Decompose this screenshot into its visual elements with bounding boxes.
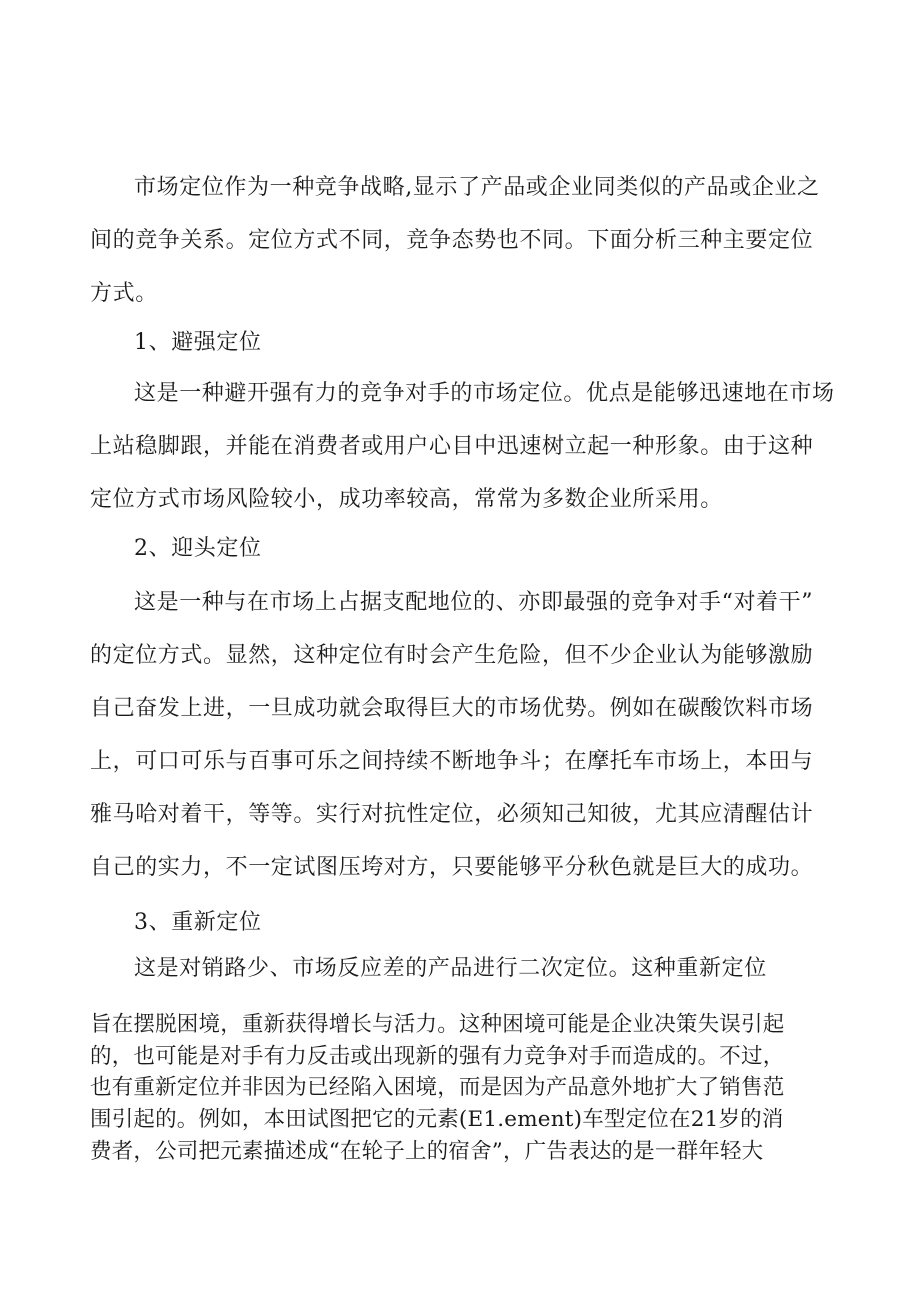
paragraph-head-on-line-6: 自己的实力，不一定试图压垮对方，只要能够平分秋色就是巨大的成功。 [90,855,814,880]
paragraph-head-on-line-5: 雅马哈对着干，等等。实行对抗性定位，必须知己知彼，尤其应清醒估计 [90,802,814,827]
section-heading-repositioning: 3、重新定位 [134,910,262,935]
section-heading-avoid-strong: 1、避强定位 [134,330,262,355]
paragraph-repositioning-intro: 这是对销路少、市场反应差的产品进行二次定位。这种重新定位 [134,956,767,981]
section-heading-head-on: 2、迎头定位 [134,536,262,561]
paragraph-repositioning-line-2: 的，也可能是对手有力反击或出现新的强有力竞争对手而造成的。不过， [90,1044,785,1069]
paragraph-head-on-line-1: 这是一种与在市场上占据支配地位的、亦即最强的竞争对手“对着干” [134,590,814,615]
paragraph-intro-line-2: 间的竞争关系。定位方式不同，竞争态势也不同。下面分析三种主要定位 [90,228,814,253]
paragraph-repositioning-line-4: 围引起的。例如，本田试图把它的元素(E1.ement)车型定位在21岁的消 [90,1107,784,1132]
paragraph-repositioning-line-3: 也有重新定位并非因为已经陷入困境，而是因为产品意外地扩大了销售范 [90,1075,785,1100]
paragraph-avoid-strong-line-2: 上站稳脚跟，并能在消费者或用户心目中迅速树立起一种形象。由于这种 [90,434,814,459]
paragraph-avoid-strong-line-3: 定位方式市场风险较小，成功率较高，常常为多数企业所采用。 [90,487,723,512]
paragraph-repositioning-line-1: 旨在摆脱困境，重新获得增长与活力。这种困境可能是企业决策失误引起 [90,1012,785,1037]
paragraph-head-on-line-2: 的定位方式。显然，这种定位有时会产生危险，但不少企业认为能够激励 [90,643,814,668]
paragraph-head-on-line-4: 上，可口可乐与百事可乐之间持续不断地争斗；在摩托车市场上，本田与 [90,749,814,774]
paragraph-intro-line-1: 市场定位作为一种竞争战略,显示了产品或企业同类似的产品或企业之 [134,175,820,200]
paragraph-head-on-line-3: 自己奋发上进，一旦成功就会取得巨大的市场优势。例如在碳酸饮料市场 [90,696,814,721]
paragraph-avoid-strong-line-1: 这是一种避开强有力的竞争对手的市场定位。优点是能够迅速地在市场 [134,381,835,406]
paragraph-repositioning-line-5: 费者，公司把元素描述成“在轮子上的宿舍”，广告表达的是一群年轻大 [90,1139,764,1164]
paragraph-intro-line-3: 方式。 [90,281,158,306]
